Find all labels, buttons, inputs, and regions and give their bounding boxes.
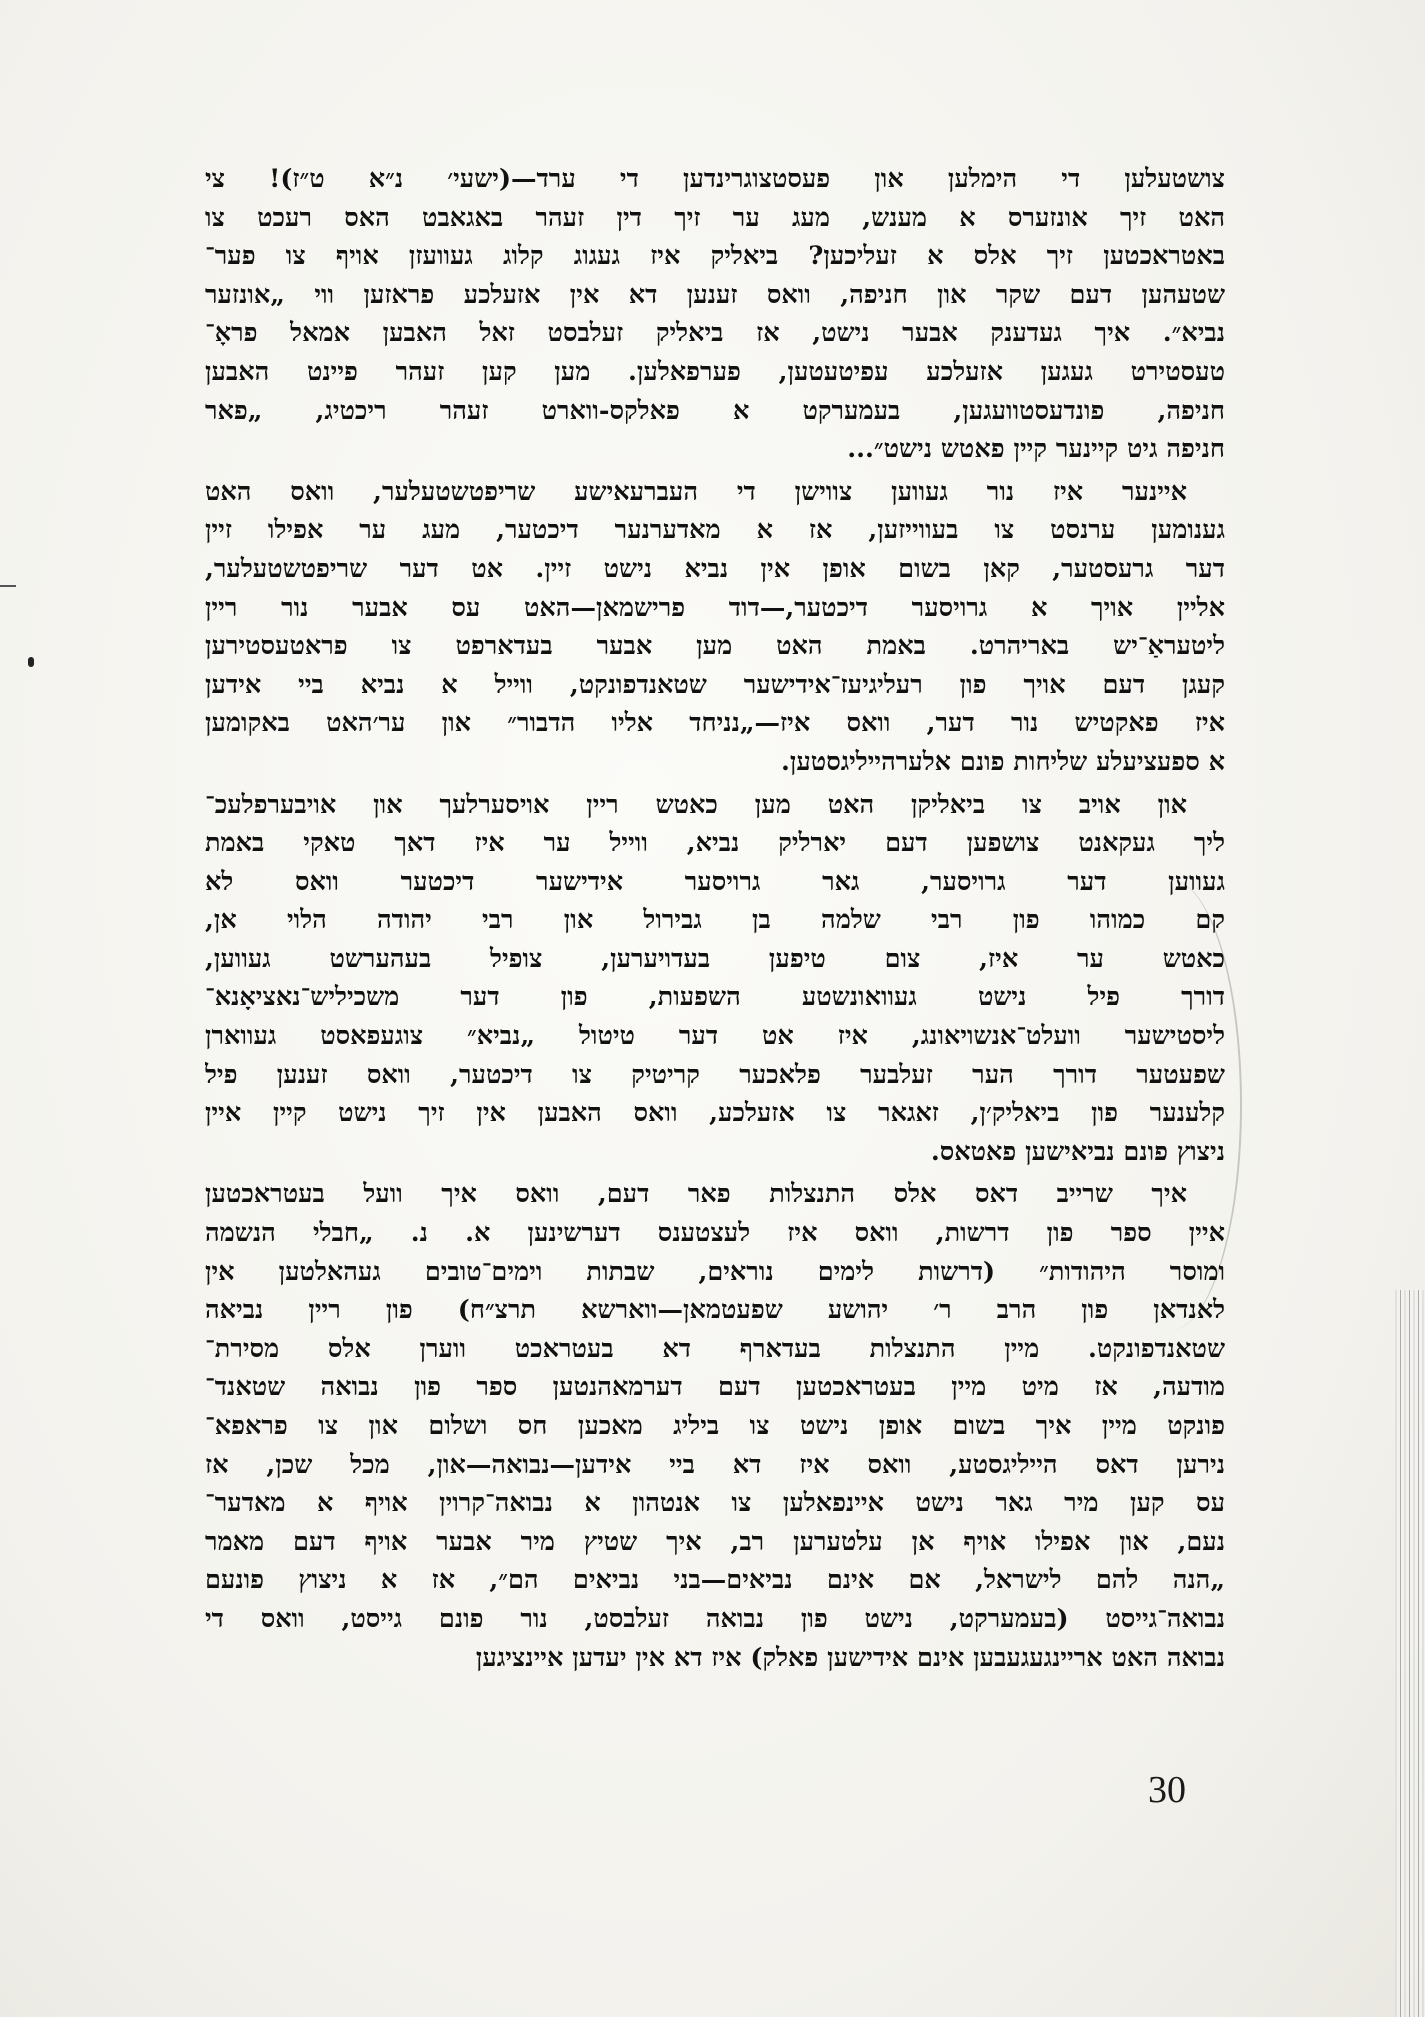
text-line: שטאנדפונקט. מיין התנצלות בעדארף דא בעטראכט ווערן אלס מסירת־	[205, 1333, 1225, 1364]
text-line: איך שרייב דאס אלס התנצלות פאר דעם, וואס איך וועל בעטראכטען	[205, 1179, 1187, 1210]
text-line: טעסטירט געגען אזעלכע עפיטעטען, פערפאלען. מען קען זעהר פיינט האבען	[205, 356, 1225, 387]
text-line: א ספעציעלע שליחות פונם אלערהייליגסטען.	[780, 746, 1225, 777]
text-line: באטראכטען זיך אלס א זעליכען? ביאליק איז געגוג קלוג געוועזן אויף צו פער־	[205, 241, 1225, 272]
text-line: נביא״. איך געדענק אבער נישט, אז ביאליק זעלבסט זאל האבען אמאל פראָ־	[205, 318, 1225, 349]
text-line: קעגן דעם אויך פון רעליגיעז־אידישער שטאנדפונקט, ווייל א נביא ביי אידען	[205, 669, 1225, 700]
text-line: געווען דער גרויסער, גאר גרויסער אידישער דיכטער וואס לא	[205, 866, 1225, 897]
text-line: נבואה האט אריינגעגעבען אינם אידישען פאלק) איז דא אין יעדען איינציגען	[475, 1642, 1225, 1673]
text-line: כאטש ער איז, צום טיפען בעדויערען, צופיל בעהערשט געווען,	[205, 943, 1225, 974]
text-line: איין ספר פון דרשות, וואס איז לעצטענס דערשינען א. נ. „חבלי הנשמה	[205, 1218, 1225, 1249]
text-line: שפעטער דורך הער זעלבער פלאכער קריטיק צו דיכטער, וואס זענען פיל	[205, 1059, 1225, 1090]
margin-dot	[28, 657, 34, 667]
scan-edge	[1395, 1290, 1425, 2017]
text-line: גענומען ערנסט צו בעווייזען, אז א מאדערנער דיכטער, מעג ער אפילו זיין	[205, 515, 1225, 546]
margin-mark	[0, 585, 16, 587]
text-line: פונקט מיין איך בשום אופן נישט צו ביליג מאכען חס ושלום און צו פראפא־	[205, 1411, 1225, 1441]
text-line: דער גרעסטער, קאן בשום אופן אין נביא נישט זיין. אט דער שריפטשטעלער,	[205, 553, 1225, 584]
text-line: ומוסר היהודות״ (דרשות לימים נוראים, שבתות וימים־טובים געהאלטען אין	[205, 1256, 1225, 1287]
text-line: און אויב צו ביאליקן האט מען כאטש ריין אויסערלעך און אויבערפלעכ־	[205, 789, 1187, 820]
text-line: שטעהען דעם שקר און חניפה, וואס זענען דא אין אזעלכע פראזען ווי „אונזער	[205, 279, 1225, 310]
text-line: נירען דאס הייליגסטע, וואס איז דא ביי אידען—נבואה—און, מכל שכן, אז	[205, 1449, 1225, 1480]
text-line: נבואה־גייסט (בעמערקט, נישט פון נבואה זעלבסט, נור פונם גייסט, וואס די	[205, 1603, 1225, 1634]
text-line: האט זיך אונזערס א מענש, מעג ער זיך דין זעהר באגאבט האס רעכט צו	[205, 202, 1225, 233]
text-line: ליך געקאנט צושפען דעם יארליק נביא, ווייל ער איז דאך טאקי באמת	[205, 828, 1225, 859]
text-line: ליטעראַ־יש באריהרט. באמת האט מען אבער בעדארפט צו פראטעסטירען	[205, 631, 1225, 662]
page-number: 30	[1148, 1769, 1186, 1811]
text-line: „הנה להם לישראל, אם אינם נביאים—בני נביאים הם״, אז א ניצוץ פונעם	[205, 1565, 1225, 1596]
text-line: חניפה גיט קיינער קיין פאטש נישט״...	[847, 434, 1225, 465]
text-line: צושטעלען די הימלען און פעסטצוגרינדען די ערד—(ישעי׳ נ״א ט״ז)! צי	[205, 164, 1225, 194]
text-line: אליין אויך א גרויסער דיכטער,—דוד פרישמאן—האט עס אבער נור ריין	[205, 592, 1225, 623]
text-line: קלענער פון ביאליק׳ן, זאגאר צו אזעלכע, וואס האבען אין זיך נישט קיין איין	[205, 1098, 1225, 1129]
text-line: ניצוץ פונם נביאישען פאטאס.	[930, 1136, 1225, 1167]
text-line: קם כמוהו פון רבי שלמה בן גבירול און רבי יהודה הלוי אן,	[205, 905, 1225, 936]
text-line: איינער איז נור געווען צווישן די העברעאישע שריפטשטעלער, וואס האט	[205, 476, 1187, 507]
paragraph	[205, 1175, 1225, 1677]
text-line: דורך פיל נישט געוואונשטע השפעות, פון דער משכיליש־נאציאָנא־	[205, 982, 1225, 1013]
text-line: איז פאקטיש נור דער, וואס איז—„נניחד אליו הדבור״ און ער׳האט באקומען	[205, 708, 1225, 739]
text-line: לאנדאן פון הרב ר׳ יהושע שפעטמאן—ווארשא תרצ״ח) פון ריין נביאה	[205, 1295, 1225, 1326]
text-line: מודעה, אז מיט מיין בעטראכטען דעם דערמאהנטען ספר פון נבואה שטאנד־	[205, 1372, 1225, 1403]
text-line: ליסטישער וועלט־אנשויאונג, איז אט דער טיטול „נביא״ צוגעפאסט געווארן	[205, 1021, 1225, 1052]
paragraph	[205, 473, 1225, 782]
body-text	[205, 160, 1225, 1681]
text-line: חניפה, פונדעסטוועגען, בעמערקט א פאלקס-ווארט זעהר ריכטיג, „פאר	[205, 395, 1225, 426]
paragraph	[205, 786, 1225, 1172]
text-line: עס קען מיר גאר נישט איינפאלען צו אנטהון א נבואה־קרוין אויף א מאדער־	[205, 1488, 1225, 1519]
text-line: נעם, און אפילו אויף אן עלטערען רב, איך שטיץ מיר אבער אויף דעם מאמר	[205, 1526, 1225, 1557]
paragraph	[205, 160, 1225, 469]
